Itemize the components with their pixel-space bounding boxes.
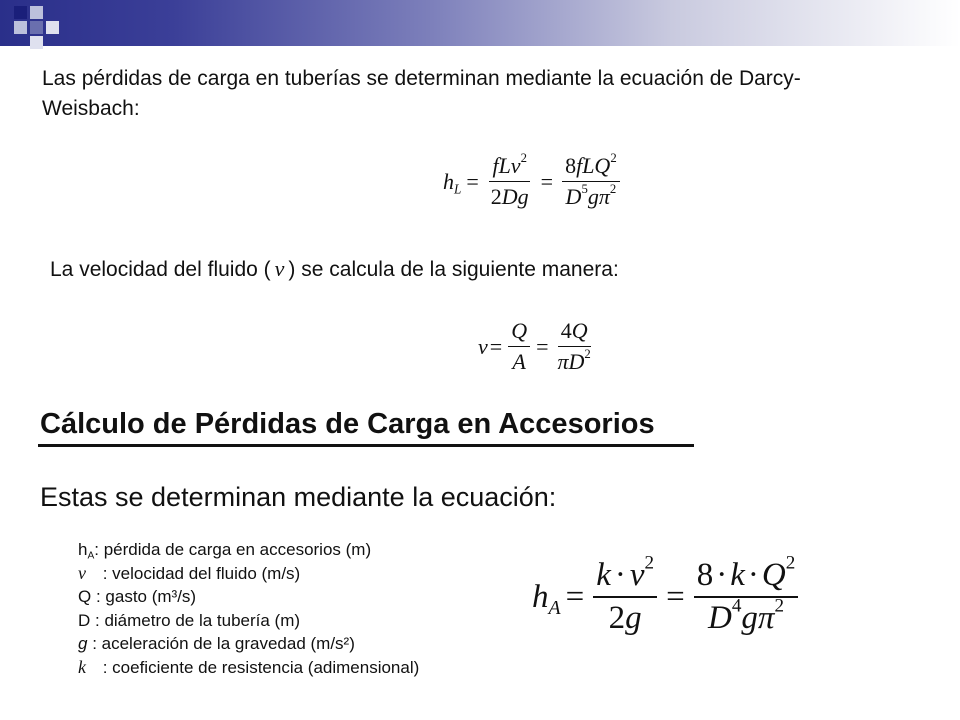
fraction-8kq2-d4gpi2: $\frac{8\cdot k\cdot Q^2}{D^4g\pi^2}$: [694, 557, 799, 637]
header-banner: [0, 0, 960, 46]
legend-symbol: h: [78, 540, 88, 559]
header-square-light: [30, 6, 43, 19]
velocity-text-pre: La velocidad del fluido (: [50, 258, 271, 281]
fraction-kv2-2g: $\frac{k \cdot v^2}{2g}$: [593, 557, 657, 637]
velocity-text-post: ) se calcula de la siguiente manera:: [288, 258, 619, 281]
legend-row-d: [78, 609, 419, 633]
header-square-mid: [30, 21, 43, 34]
intro-line-1: Las pérdidas de carga en tuberías se determinan mediante la ecuación de Darcy-: [42, 67, 801, 90]
fraction-4q-pid2: $\frac{4Q}{\pi D^2}$: [557, 318, 591, 374]
fraction-q-a: $\frac{Q}{A}$: [508, 318, 530, 375]
section-title: Cálculo de Pérdidas de Carga en Accesorios: [40, 408, 655, 440]
legend-row-q: [78, 585, 419, 609]
section-underline: [38, 444, 694, 447]
header-square-pale: [46, 21, 59, 34]
legend-symbol: v: [78, 562, 86, 583]
legend-symbol: g: [78, 634, 88, 653]
velocity-symbol: v: [274, 256, 285, 281]
header-square-pale: [30, 36, 43, 49]
legend-text: : gasto (m³/s): [91, 587, 197, 606]
legend-text: : velocidad del fluido (m/s): [98, 563, 301, 583]
legend-row-g: [78, 632, 419, 656]
legend-text: : pérdida de carga en accesorios (m): [94, 540, 372, 559]
header-square-light: [14, 21, 27, 34]
legend-text: : coeficiente de resistencia (adimensional): [98, 657, 420, 677]
darcy-weisbach-equation: $h_L$ = $\frac{fLv^2}{2Dg}$ = $\frac{8fLQ^2}{D^5g\pi^2}$: [443, 153, 624, 210]
fraction-flv2-2dg: $\frac{fLv^2}{2Dg}$: [490, 151, 529, 209]
header-square-dark: [14, 6, 27, 19]
legend-symbol: Q: [78, 587, 92, 606]
variable-legend: [78, 538, 419, 679]
legend-subscript: A: [87, 550, 95, 562]
legend-text: : diámetro de la tubería (m): [90, 610, 301, 630]
velocity-sentence: [50, 256, 619, 282]
accessory-loss-equation: $h_A$ = $\frac{k \cdot v^2}{2g}$ = $\frac{8\cdot k\cdot Q^2}{D^4g\pi^2}$: [532, 557, 802, 637]
legend-symbol: k: [78, 656, 86, 677]
intro-paragraph: [42, 64, 801, 124]
legend-row-v: [78, 562, 419, 586]
velocity-equation: v = $\frac{Q}{A}$ = $\frac{4Q}{\pi D^2}$: [478, 318, 598, 375]
legend-row-k: [78, 656, 419, 680]
legend-row-ha: [78, 538, 419, 562]
legend-text: : aceleración de la gravedad (m/s²): [87, 634, 355, 653]
legend-symbol: D: [78, 610, 91, 630]
intro-line-2: Weisbach:: [42, 97, 140, 120]
section-subtitle: Estas se determinan mediante la ecuación:: [40, 482, 557, 512]
fraction-8flq2-d5gpi2: $\frac{8fLQ^2}{D^5g\pi^2}$: [562, 153, 620, 210]
